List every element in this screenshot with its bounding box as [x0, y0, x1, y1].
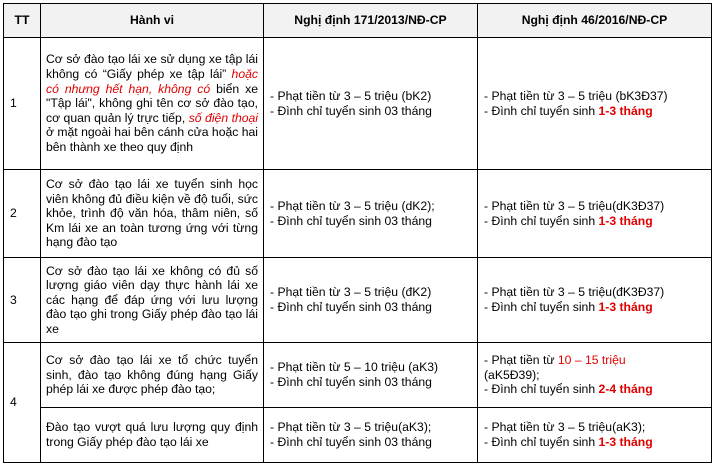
new-suspension: [484, 214, 707, 229]
new-suspension-label: - Đình chỉ tuyển sinh: [484, 435, 599, 449]
new-fine-amount: 10 – 15 triệu: [557, 353, 626, 368]
new-suspension: [484, 435, 707, 450]
old-suspension: - Đình chỉ tuyển sinh 03 tháng: [270, 435, 432, 449]
new-suspension-label: - Đình chỉ tuyển sinh: [484, 213, 599, 228]
behavior-text: Cơ sở đào tạo lái xe tuyển sinh học viên không đủ điều kiện về độ tuổi, sức khỏe, trình độ văn hóa, thâm niên, số Km lái xe an toàn tương ứng với từng hạng đào tạo: [41, 170, 264, 258]
old-suspension: - Đình chỉ tuyển sinh 03 tháng: [270, 103, 432, 118]
table-row: [4, 38, 712, 170]
new-suspension-duration: 1-3 tháng: [598, 213, 653, 228]
new-fine-ref: (aK5Đ39);: [484, 367, 540, 382]
new-fine: - Phạt tiền từ 3 – 5 triệu(đK3Đ37): [484, 285, 665, 300]
row-number: 1: [4, 38, 41, 170]
header-decree-old: Nghị định 171/2013/NĐ-CP: [264, 4, 478, 38]
behavior-text-highlight: số điện thoại: [188, 110, 258, 125]
row-number: 3: [4, 258, 41, 343]
old-suspension: - Đình chỉ tuyển sinh 03 tháng: [270, 213, 432, 228]
table-row: [4, 408, 712, 463]
new-suspension-duration: 2-4 tháng: [598, 382, 653, 397]
header-row: [4, 4, 712, 38]
new-suspension: [484, 300, 707, 315]
new-suspension-label: - Đình chỉ tuyển sinh: [484, 382, 599, 397]
new-suspension: [484, 382, 707, 397]
new-suspension-duration: 1-3 tháng: [598, 435, 653, 449]
behavior-text: Cơ sở đào tạo lái xe sử dụng xe tập lái không có “Giấy phép xe tập lái”: [46, 52, 258, 82]
old-fine: - Phạt tiền từ 5 – 10 triệu (aK3): [270, 360, 439, 375]
new-fine: - Phạt tiền từ 3 – 5 triệu (bK3Đ37): [484, 88, 668, 103]
old-penalty-cell: [264, 38, 478, 170]
new-fine: - Phạt tiền từ 3 – 5 triệu(aK3);: [484, 420, 646, 435]
new-suspension-label: - Đình chỉ tuyển sinh: [484, 300, 599, 314]
penalty-comparison-table: [3, 3, 712, 463]
old-suspension: - Đình chỉ tuyển sinh 03 tháng: [270, 300, 432, 314]
behavior-text-highlight: hoặc có nhưng hết hạn, không có: [46, 67, 258, 96]
header-decree-new: Nghị định 46/2016/NĐ-CP: [478, 4, 712, 38]
behavior-text: Đào tạo vượt quá lưu lượng quy định trong Giấy phép đào tạo lái xe: [41, 408, 264, 463]
table-row: [4, 258, 712, 343]
table-row: [4, 170, 712, 258]
new-penalty-cell: [478, 343, 712, 408]
new-fine: - Phạt tiền từ 3 – 5 triệu(dK3Đ37): [484, 198, 665, 213]
old-penalty-cell: [264, 170, 478, 258]
old-fine: - Phạt tiền từ 3 – 5 triệu (bK2): [270, 88, 432, 103]
new-penalty-cell: [478, 408, 712, 463]
new-fine: [484, 353, 707, 368]
new-penalty-cell: [478, 170, 712, 258]
new-suspension: [484, 104, 707, 119]
new-suspension-label: - Đình chỉ tuyển sinh: [484, 103, 599, 118]
old-penalty-cell: [264, 408, 478, 463]
old-suspension: - Đình chỉ tuyển sinh 03 tháng: [270, 375, 432, 389]
new-suspension-duration: 1-3 tháng: [598, 103, 653, 118]
new-suspension-duration: 1-3 tháng: [598, 300, 653, 314]
old-fine: - Phạt tiền từ 3 – 5 triệu(aK3);: [270, 420, 432, 435]
behavior-text: Cơ sở đào tạo lái xe không có đủ số lượng giáo viên dạy thực hành lái xe các hạng để đáp ứng với lưu lượng đào tạo ghi trong Giấy phép đào tạo lái xe: [41, 258, 264, 343]
header-behavior: Hành vi: [41, 4, 264, 38]
behavior-text: Cơ sở đào tạo lái xe tổ chức tuyển sinh, đào tạo không đúng hạng Giấy phép lái xe được phép đào tạo;: [41, 343, 264, 408]
header-tt: TT: [4, 4, 41, 38]
table-row: [4, 343, 712, 408]
row-number: 4: [4, 343, 41, 463]
old-fine: - Phạt tiền từ 3 – 5 triệu (đK2): [270, 285, 432, 300]
old-fine: - Phạt tiền từ 3 – 5 triệu (dK2);: [270, 198, 435, 213]
row-number: 2: [4, 170, 41, 258]
old-penalty-cell: [264, 258, 478, 343]
new-penalty-cell: [478, 38, 712, 170]
new-penalty-cell: [478, 258, 712, 343]
new-fine-label: - Phạt tiền từ: [484, 353, 558, 368]
old-penalty-cell: [264, 343, 478, 408]
behavior-text: biển xe "Tập lái", không ghi tên cơ sở đào tạo, cơ quan quản lý trực tiếp,: [46, 81, 258, 125]
behavior-cell: [41, 38, 264, 170]
behavior-text: ở mặt ngoài hai bên cánh cửa hoặc hai bên thành xe theo quy định: [46, 125, 258, 154]
